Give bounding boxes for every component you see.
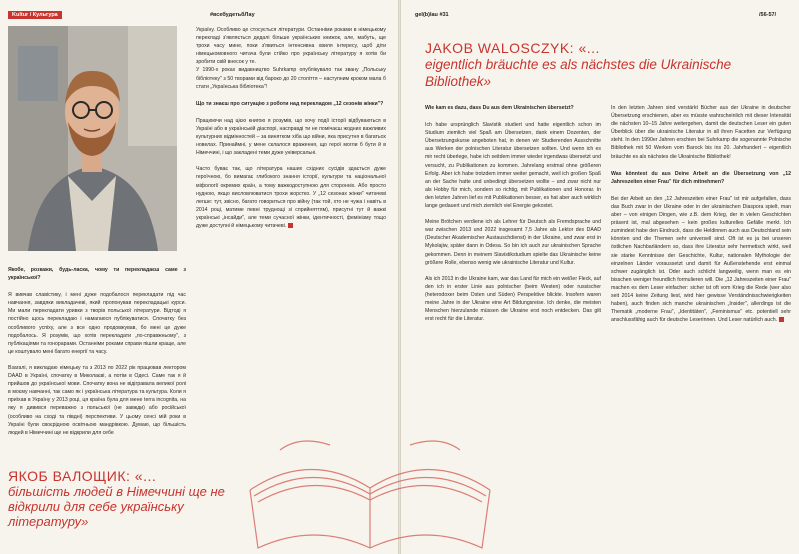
headline-name: ЯКОБ ВАЛОЩИК: «... [8,468,157,484]
paragraph-text: Bei der Arbeit an den „12 Jahreszeiten einer Frau" ist mir aufgefallen, dass das Buch zwar in der Ukraine oder in der ukrainischen Diaspora spielt, man aber – von einigen Dingen, wie z.B. dem Krieg, der in vielen Geschichten präsent ist, mal abgesehen – kein großes kulturelles Gefälle merkt. Ich zumindest habe den Eindruck, dass die Heldinnen auch aus Deutschland sein könnten und die Themen sehr universell sind. Oft ist es ja bei unseren östlichen Nachbarländern so, dass ihre Literatur sehr hermetisch wirkt, weil sie starke Kenntnisse der Geschichte, Kultur, nationalen Mythologie der einzelnen Länder voraussetzt und damit für Außenstehende erst einmal schwer zugänglich ist. Oder auch schlicht langweilig, wenn man es ein bisschen weniger freundlich formulieren will. Die „12 Jahreszeiten einer Frau" machen es dem Leser einfacher: sicher ist oft vom Krieg die Rede (wer also seit 2014 keine Zeitung liest, wird hier gewisse Verständnisschwierigkeiten haben), auch finden sich manche ukrainischen „Insider", allerdings ist die Thematik „moderne Frau", „Identitäten", „Feminismus" etc. potentiell sehr anschlussfähig auch für deutsche Leserinnen. Und Leser natürlich auch. [611,195,791,324]
paragraph: Взагалі, я викладаю німецьку та з 2013 по 2022 рік працював лектором DAAD в Україні, спочатку в Миколаєві, а потім в Одесі. Саме так я й прийшов до української мови. Спочатку вона не відігравала великої ролі в моєму навчанні, так само як і українська література та культура. Коли я приїхав в Україну у 2013 році, ця країна була для мене terra incognita, на яку я дивився переважно з польської (не завжди) або російської (особливо на сході та півдні) перспективи. У цьому сенсі мій роки в Україні були своєрідною освітньою мандрівкою. Думаю, що більшість людей в Німеччині ще не відкрили для себе [8,364,186,436]
paragraph: Україну. Особливо це стосується літератури. Останніми роками в німецькому перекладі з'являється дедалі більше українських книжок, але, мабуть, ще трохи часу мине, поки з'явиться інтенсивна хвиля інтересу, щоб діти німецькомовного читача були стійко про українську літературу я хотів би зробити свій внесок у те. [196,27,386,66]
paragraph: In den letzten Jahren sind verstärkt Bücher aus der Ukraine in deutscher Übersetzung erschienen, aber es müsste wahrscheinlich mit dieser Intensität die nächsten 10–15 Jahre weitergehen, damit die deutschen Leser ein guten Überblick über die ukrainische Literatur in all ihren Facetten zur Verfügung steht. In den 1990er Jahren erschien bei Suhrkamp die sogenannte Polnische Bibliothek mit 50 Werken vom Barock bis ins 20. Jahrhundert – eigentlich bräuchte es als nächstes die Ukrainische Bibliothek! [611,105,791,160]
right-column-1 [425,104,601,323]
paragraph: У 1990-х роках видавництво Suhrkamp опублікувало так звану „Польську бібліотеку" з 50 творами від бароко до 20 століття – наступним кроком мала б стати „Українська бібліотека"! [196,67,386,90]
paragraph: Працюючи над цією книгою я розумів, що хочу події історії відбуваються в Україні або в українській діаспорі, насправді ти не помічаєш жодних важливих культурних відмінностей – за винятком хіба що війни, яка присутня в багатьох новелах. Принаймні, у мене склалося враження, що герої могли б бути й в Німеччині, і що закладені теми дуже універсальні. [196,117,386,157]
headline-quote: більшість людей в Німеччині ще не відкрили для себе українську літературу» [8,484,225,529]
left-header [8,12,62,18]
hashtag-label: #всебудетьбЛау [210,12,255,18]
question-2: Was könntest du aus Deine Arbeit an die Übersetzung von „12 Jahreszeiten einer Frau" für dich mitnehmen? [611,170,791,185]
left-headline [8,468,248,529]
section-label: Kultur / Культура [8,11,62,19]
right-column-2 [611,104,791,324]
question-2: Що ти знаєш про ситуацію з роботи над перекладом „12 сезонів жінки"? [196,100,384,107]
question-1: Wie kam es dazu, dass Du aus dem Ukrainischen übersetzt? [425,105,574,111]
paragraph: Я вивчав славістику, і мені дуже подобалося перекладати під час навчання, завдяки викладачеві, який пропонував перекладацькі курси. Ми мали перекладати уривки з творів польської літератури. Відтоді я постійно щось перекладаю і намагаюся публікуватися. Спочатку без особливого успіху, але з все одно продовжував, бо мені це дуже подобалось. Я розумів, що хотів перекладати „по-справжньому", з публікаціями та гонорарами. Останніми роками справи пішли краще, але це коштувало мені багато енергії та часу. [8,292,186,355]
end-mark-icon [779,317,784,322]
portrait-illustration [8,26,177,251]
portrait-photo [8,26,177,251]
paragraph [611,195,791,325]
headline-name: JAKOB WALOSCZYK: «... [425,40,600,56]
right-headline [425,40,785,90]
left-column-2 [196,26,386,230]
paragraph: Als ich 2013 in die Ukraine kam, war das Land für mich ein weißer Fleck, auf den ich in erster Linie aus polnischer (beim Westen) oder russischer (heterodoxer beim Osten und Süden) Perspektive blickte. Insofern waren meine Jahre in der Ukraine eine Art Bildungsreise. Ich denke, die meisten Menschen hierzulande müssen die Ukraine erst noch entdecken. Das gilt erst recht für die Literatur. [425,275,601,323]
issue-label: gel(b)lau #31 [415,12,449,18]
paragraph: Ich habe ursprünglich Slavistik studiert und hatte eigentlich schon im Studium ziemlich viel Spaß am Übersetzen, dank einem Dozenten, der Übersetzungskurse angeboten hat, in denen wir Studierenden Ausschnitte aus Werken der polnischen Literatur übersetzen sollten. Und wenn ich es mir recht überlege, habe ich seitdem immer wieder irgendwas übersetzt und versucht, zu Publikationen zu kommen. Jahrelang erstmal ohne größeren Erfolg. Aber ich habe trotzdem immer weiter gemacht, weil ich großen Spaß an der Sache hatte und unbedingt übersetzen wollte – und zwar nicht nur als Hobby für mich, sondern so richtig, mit Publikationen und Honorar. In den letzten Jahren lief es mit Publikationen besser, es hat aber auch wirklich lange gedauert und mich ziemlich viel Energie gekostet. [425,122,601,210]
page-numbers: /56-57/ [759,12,777,18]
left-column-1 [8,266,186,437]
paragraph-text: Часто буває так, що література наших східних сусідів здається дуже героїчною, бо вимагає глибокого знання історії, культури та національної міфології окремих країн, а тому важкодоступною для сторонніх. Або просто нудною, якщо висловлюватися трохи жорстко. У „12 сезонах жінки" читачеві легше: тут, звісно, багато говориться про війну (так той, хто не чужа і навіть в 2014 році, матиме певні труднощі зі сприйняттям), присутні тут й важкі українські „інсайди", але теми сучасної жінки, ідентичності, фемінізму тощо дуже доступні й німецькому читачеві. [196,166,386,229]
question-1: Якобе, розкажи, будь-ласка, чому ти перекладаєш саме з української? [8,267,186,282]
paragraph [196,165,386,230]
paragraph: Meine Brötchen verdiene ich als Lehrer für Deutsch als Fremdsprache und war zwischen 2013 und 2022 insgesamt 7,5 Jahre als Lektor des DAAD (Deutscher Akademischer Austauschdienst) in der Ukraine, und zwar erst in Mykolajiw, später dann in Odesa. So bin ich auch zur ukrainischen Sprache gekommen. Denn in meinem Slavistikstudium spielte das Ukrainische keine größere Rolle, ebenso wenig wie ukrainische Literatur und Kultur. [425,219,601,266]
headline-quote: eigentlich bräuchte es als nächstes die Ukrainische Bibliothek» [425,57,732,89]
end-mark-icon [288,223,293,228]
book-line-drawing [240,430,500,554]
